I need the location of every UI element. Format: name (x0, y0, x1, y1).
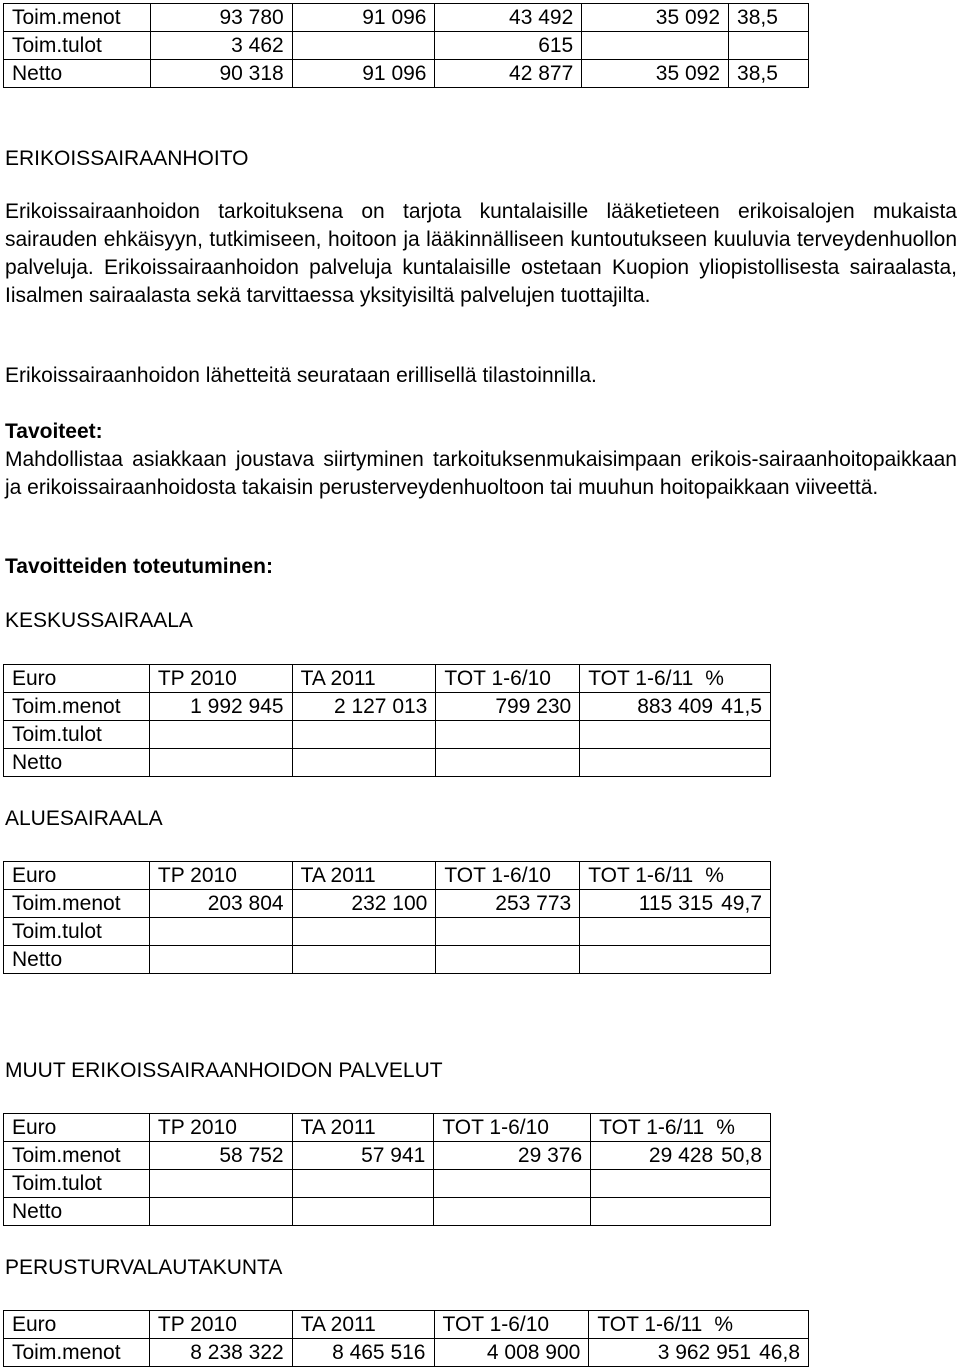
table-cell (292, 1170, 434, 1198)
table-cell: 93 780 (150, 4, 292, 32)
value-tot-11: 3 962 951 (657, 1341, 752, 1364)
top-finance-table (3, 3, 809, 88)
table-cell: 35 092 (582, 60, 729, 88)
table-header-row (4, 665, 771, 693)
table-row (4, 721, 771, 749)
table-cell (591, 1170, 771, 1198)
table-cell: 38,5 (729, 60, 809, 88)
value-tot-11: 29 428 (648, 1144, 714, 1167)
table-cell: 43 492 (435, 4, 582, 32)
table-cell: 253 773 (436, 890, 580, 918)
table-cell (292, 32, 435, 60)
top-table-body (4, 4, 809, 88)
column-header: TOT 1-6/10 (434, 1311, 589, 1339)
column-header: TA 2011 (292, 665, 436, 693)
row-label: Toim.menot (4, 4, 151, 32)
column-header (580, 862, 771, 890)
row-label: Toim.menot (4, 693, 150, 721)
table-cell (580, 918, 771, 946)
column-header (580, 665, 771, 693)
column-header: Euro (4, 665, 150, 693)
table-cell (729, 32, 809, 60)
column-header-tot-11: TOT 1-6/11 (597, 1313, 703, 1336)
table-cell: 1 992 945 (149, 693, 292, 721)
row-label: Toim.menot (4, 1339, 150, 1367)
table-cell (436, 918, 580, 946)
goals-heading: Tavoiteet: (5, 420, 103, 443)
table-cell (580, 693, 771, 721)
value-percent: 41,5 (721, 695, 762, 718)
table-cell (580, 721, 771, 749)
table-cell (582, 32, 729, 60)
column-header-percent: % (716, 1116, 735, 1139)
table-cell: 3 462 (150, 32, 292, 60)
table-row (4, 1142, 771, 1170)
row-label: Toim.menot (4, 890, 150, 918)
column-header: TOT 1-6/10 (436, 862, 580, 890)
table-aluesairaala (3, 861, 771, 974)
intro-paragraph: Erikoissairaanhoidon tarkoituksena on tarjota kuntalaisille lääketieteen erikoisalojen mukaista sairauden ehkäisyyn, tutkimiseen, hoitoon ja lääkinnälliseen kuntoutukseen kuuluvia terveydenhuollon palveluja. Erikoissairaanhoidon palveluja kuntalaisille ostetaan Kuopion yliopistollisesta sairaalasta, Iisalmen sairaalasta sekä tarvittaessa yksityisiltä palvelujen tuottajilta. (5, 200, 957, 307)
table-row (4, 890, 771, 918)
row-label: Netto (4, 749, 150, 777)
table-muut (3, 1113, 771, 1226)
value-percent: 50,8 (721, 1144, 762, 1167)
table-cell (149, 918, 292, 946)
table-perusturva (3, 1310, 809, 1367)
table-cell: 615 (435, 32, 582, 60)
table-row (4, 1198, 771, 1226)
table-cell (149, 1170, 292, 1198)
row-label: Toim.tulot (4, 721, 150, 749)
table-keskussairaala (3, 664, 771, 777)
table-cell: 4 008 900 (434, 1339, 589, 1367)
table-cell (434, 1170, 591, 1198)
table-cell (436, 721, 580, 749)
table-row (4, 1339, 809, 1367)
table-cell (292, 1198, 434, 1226)
row-label: Toim.menot (4, 1142, 150, 1170)
table-cell: 91 096 (292, 4, 435, 32)
table-cell: 2 127 013 (292, 693, 436, 721)
column-header-percent: % (714, 1313, 734, 1336)
section-title-perusturva: PERUSTURVALAUTAKUNTA (5, 1256, 283, 1279)
table-cell: 91 096 (292, 60, 435, 88)
table-cell (292, 749, 436, 777)
table-cell (580, 890, 771, 918)
section-title-keskussairaala: KESKUSSAIRAALA (5, 609, 193, 632)
goals-text: Mahdollistaa asiakkaan joustava siirtyminen tarkoituksenmukaisimpaan erikois-sairaanhoitopaikkaan ja erikoissairaanhoidosta takaisin perusterveydenhuoltoon tai muuhun hoitopaikkaan viiveettä. (5, 448, 957, 499)
table-cell: 29 376 (434, 1142, 591, 1170)
column-header: Euro (4, 862, 150, 890)
table-row (4, 693, 771, 721)
column-header: TP 2010 (149, 862, 292, 890)
table-cell: 8 238 322 (149, 1339, 292, 1367)
value-percent: 49,7 (721, 892, 762, 915)
column-header-percent: % (705, 667, 724, 690)
table-cell (434, 1198, 591, 1226)
table-cell (436, 946, 580, 974)
table-row (4, 32, 809, 60)
column-header: Euro (4, 1311, 150, 1339)
table-cell (292, 721, 436, 749)
column-header: TA 2011 (292, 1311, 434, 1339)
table-cell: 42 877 (435, 60, 582, 88)
table-cell (591, 1198, 771, 1226)
column-header (591, 1114, 771, 1142)
table-row (4, 946, 771, 974)
row-label: Toim.tulot (4, 1170, 150, 1198)
column-header (589, 1311, 809, 1339)
column-header-tot-11: TOT 1-6/11 (588, 667, 694, 690)
row-label: Toim.tulot (4, 918, 150, 946)
table-cell: 90 318 (150, 60, 292, 88)
row-label: Netto (4, 60, 151, 88)
row-label: Netto (4, 946, 150, 974)
value-tot-11: 115 315 (638, 892, 714, 915)
column-header: Euro (4, 1114, 150, 1142)
column-header-tot-11: TOT 1-6/11 (599, 1116, 705, 1139)
referral-paragraph: Erikoissairaanhoidon lähetteitä seurataan erillisellä tilastoinnilla. (5, 364, 597, 387)
table-row (4, 918, 771, 946)
table-cell (149, 721, 292, 749)
table-cell: 38,5 (729, 4, 809, 32)
table-row (4, 4, 809, 32)
value-tot-11: 883 409 (637, 695, 714, 718)
column-header: TP 2010 (149, 665, 292, 693)
section-title-aluesairaala: ALUESAIRAALA (5, 807, 163, 830)
table-row (4, 749, 771, 777)
value-percent: 46,8 (759, 1341, 800, 1364)
table-cell (580, 946, 771, 974)
table-header-row (4, 862, 771, 890)
column-header: TOT 1-6/10 (436, 665, 580, 693)
column-header: TA 2011 (292, 862, 436, 890)
table-cell (589, 1339, 809, 1367)
table-cell (591, 1142, 771, 1170)
table-cell: 35 092 (582, 4, 729, 32)
table-cell (149, 749, 292, 777)
table-row (4, 1170, 771, 1198)
table-cell: 203 804 (149, 890, 292, 918)
column-header: TP 2010 (149, 1114, 292, 1142)
table-cell (292, 918, 436, 946)
row-label: Toim.tulot (4, 32, 151, 60)
column-header-percent: % (705, 864, 724, 887)
column-header: TOT 1-6/10 (434, 1114, 591, 1142)
table-row (4, 60, 809, 88)
column-header: TA 2011 (292, 1114, 434, 1142)
table-cell: 232 100 (292, 890, 436, 918)
column-header-tot-11: TOT 1-6/11 (588, 864, 694, 887)
table-cell (149, 946, 292, 974)
table-header-row (4, 1114, 771, 1142)
table-cell (580, 749, 771, 777)
table-header-row (4, 1311, 809, 1339)
table-cell: 57 941 (292, 1142, 434, 1170)
table-cell: 8 465 516 (292, 1339, 434, 1367)
table-cell: 58 752 (149, 1142, 292, 1170)
column-header: TP 2010 (149, 1311, 292, 1339)
table-cell (149, 1198, 292, 1226)
section-title: ERIKOISSAIRAANHOITO (5, 147, 249, 170)
table-cell: 799 230 (436, 693, 580, 721)
table-cell (436, 749, 580, 777)
table-cell (292, 946, 436, 974)
section-title-muut: MUUT ERIKOISSAIRAANHOIDON PALVELUT (5, 1059, 443, 1082)
row-label: Netto (4, 1198, 150, 1226)
realization-heading: Tavoitteiden toteutuminen: (5, 555, 273, 578)
